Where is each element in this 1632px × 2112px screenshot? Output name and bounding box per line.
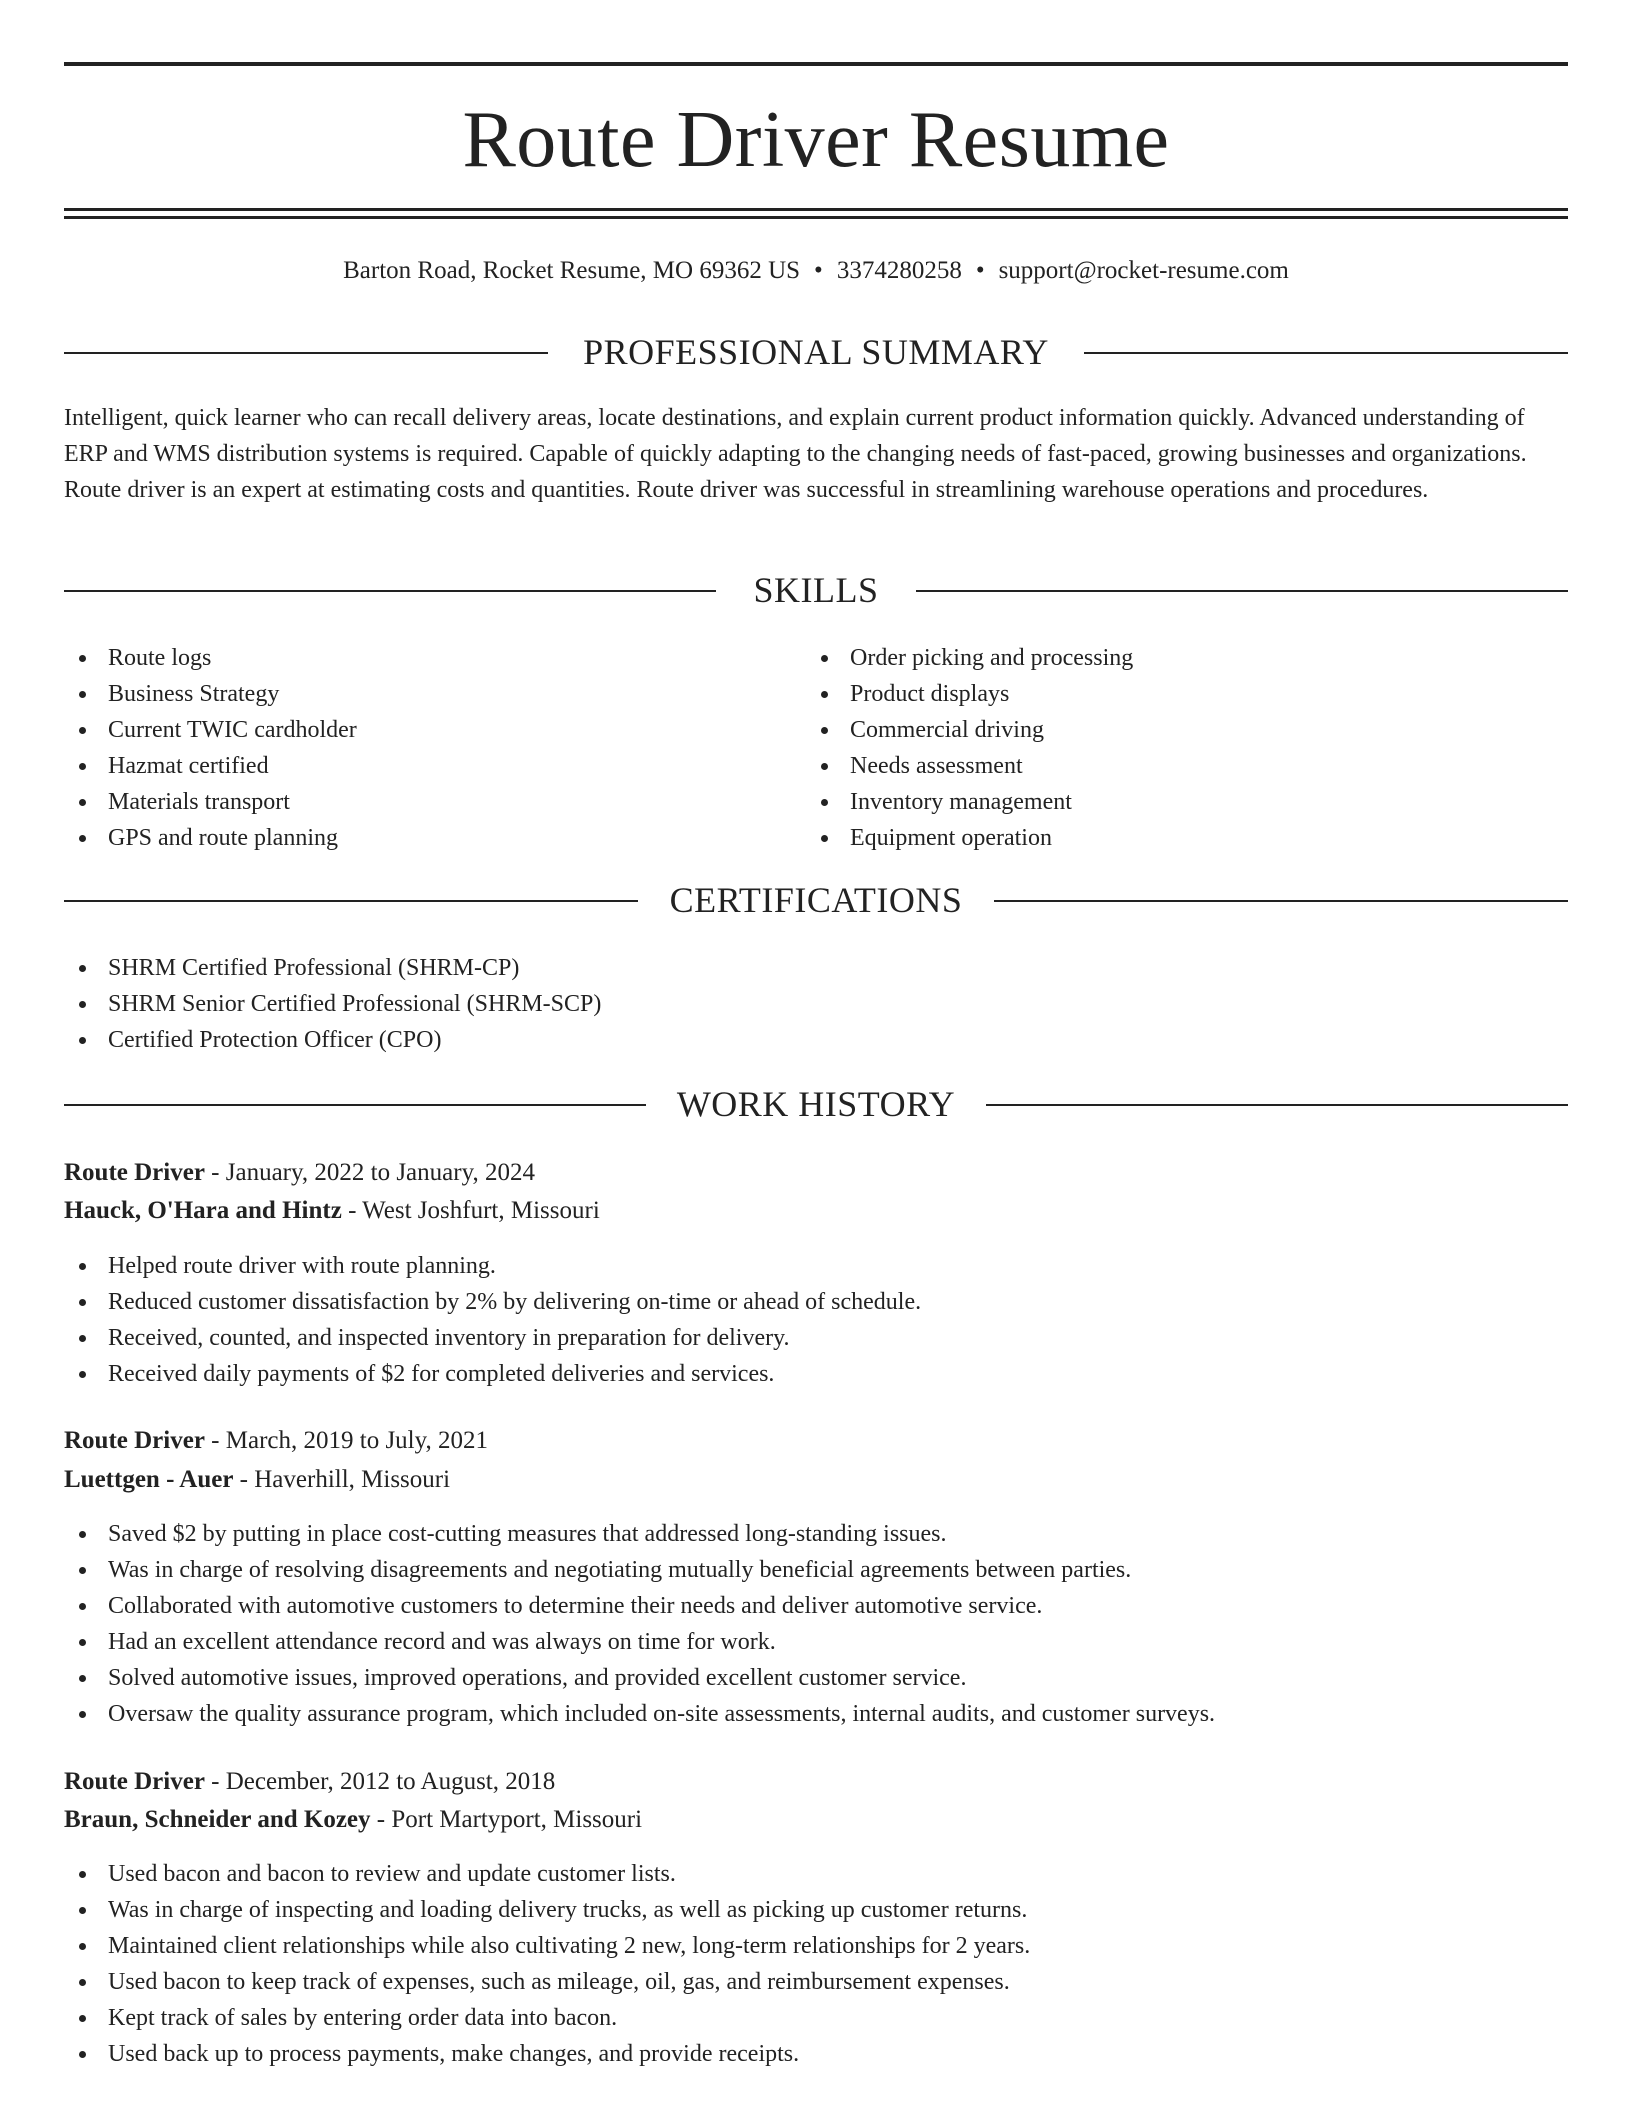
job-dates: - January, 2022 to January, 2024 (204, 1159, 535, 1186)
skills-list-left (64, 640, 764, 856)
job-company-line (64, 1193, 600, 1229)
list-item: Helped route driver with route planning. (64, 1248, 1564, 1284)
job-company-line (64, 1462, 450, 1498)
skills-heading-label: SKILLS (753, 570, 879, 610)
summary-text: Intelligent, quick learner who can recall delivery areas, locate destinations, and explain current product information quickly. Advanced understanding of ERP and WMS distribution systems is required. Capable of quickly adapting to the changing needs of fast-paced, growing businesses and organizations. Route driver is an expert at estimating costs and quantities. Route driver was successful in streamlining warehouse operations and procedures. (64, 405, 1527, 503)
skills-list-right (806, 640, 1506, 856)
separator: • (975, 257, 985, 284)
list-item: Route logs (64, 640, 764, 676)
job-dates: - March, 2019 to July, 2021 (204, 1427, 488, 1454)
list-item: SHRM Senior Certified Professional (SHRM-SCP) (64, 986, 1064, 1022)
job-title: Route Driver (64, 1768, 205, 1795)
job-company: Braun, Schneider and Kozey (64, 1806, 371, 1833)
certifications-heading (64, 878, 1568, 922)
job-company: Luettgen - Auer (64, 1466, 234, 1493)
job-title: Route Driver (64, 1427, 205, 1454)
summary-heading-label: PROFESSIONAL SUMMARY (583, 332, 1049, 372)
job-dates: - December, 2012 to August, 2018 (204, 1768, 556, 1795)
list-item: Collaborated with automotive customers to determine their needs and deliver automotive service. (64, 1588, 1564, 1624)
list-item: Equipment operation (806, 820, 1506, 856)
address: Barton Road, Rocket Resume, MO 69362 US (343, 257, 801, 284)
list-item: Maintained client relationships while also cultivating 2 new, long-term relationships for 2 years. (64, 1928, 1564, 1964)
contact-line (64, 254, 1568, 288)
list-item: Business Strategy (64, 676, 764, 712)
list-item: Inventory management (806, 784, 1506, 820)
list-item: Received, counted, and inspected inventory in preparation for delivery. (64, 1320, 1564, 1356)
job-bullets (64, 1248, 1564, 1392)
list-item: Oversaw the quality assurance program, which included on-site assessments, internal audits, and customer surveys. (64, 1696, 1564, 1732)
list-item: Commercial driving (806, 712, 1506, 748)
list-item: Reduced customer dissatisfaction by 2% by delivering on-time or ahead of schedule. (64, 1284, 1564, 1320)
job-location: - West Joshfurt, Missouri (341, 1197, 600, 1224)
job-company: Hauck, O'Hara and Hintz (64, 1197, 342, 1224)
list-item: Order picking and processing (806, 640, 1506, 676)
job-title: Route Driver (64, 1159, 205, 1186)
job-bullets (64, 1856, 1564, 2072)
certifications-list (64, 950, 1064, 1058)
list-item: Needs assessment (806, 748, 1506, 784)
job-location: - Port Martyport, Missouri (370, 1806, 643, 1833)
work-history-heading (64, 1082, 1568, 1126)
list-item: Kept track of sales by entering order data into bacon. (64, 2000, 1564, 2036)
top-rule (64, 62, 1568, 66)
list-item: Hazmat certified (64, 748, 764, 784)
list-item: Current TWIC cardholder (64, 712, 764, 748)
list-item: Product displays (806, 676, 1506, 712)
list-item: SHRM Certified Professional (SHRM-CP) (64, 950, 1064, 986)
job-bullets (64, 1516, 1564, 1732)
list-item: Materials transport (64, 784, 764, 820)
separator: • (814, 257, 823, 284)
job-title-line (64, 1423, 488, 1459)
certifications-heading-label: CERTIFICATIONS (669, 880, 963, 920)
list-item: Solved automotive issues, improved operations, and provided excellent customer service. (64, 1660, 1564, 1696)
list-item: Received daily payments of $2 for completed deliveries and services. (64, 1356, 1564, 1392)
email: support@rocket-resume.com (998, 257, 1289, 284)
skills-heading (64, 568, 1568, 612)
list-item: Used bacon and bacon to review and update customer lists. (64, 1856, 1564, 1892)
list-item: Saved $2 by putting in place cost-cutting measures that addressed long-standing issues. (64, 1516, 1564, 1552)
phone: 3374280258 (836, 257, 962, 284)
list-item: GPS and route planning (64, 820, 764, 856)
summary-heading (64, 330, 1568, 374)
page-title: Route Driver Resume (462, 96, 1170, 184)
list-item: Was in charge of inspecting and loading delivery trucks, as well as picking up customer returns. (64, 1892, 1564, 1928)
list-item: Used back up to process payments, make changes, and provide receipts. (64, 2036, 1564, 2072)
list-item: Was in charge of resolving disagreements and negotiating mutually beneficial agreements between parties. (64, 1552, 1564, 1588)
job-location: - Haverhill, Missouri (233, 1466, 451, 1493)
job-title-line (64, 1155, 535, 1191)
double-rule (64, 208, 1568, 220)
list-item: Used bacon to keep track of expenses, such as mileage, oil, gas, and reimbursement expenses. (64, 1964, 1564, 2000)
work-history-heading-label: WORK HISTORY (676, 1084, 956, 1124)
job-company-line (64, 1802, 642, 1838)
list-item: Had an excellent attendance record and was always on time for work. (64, 1624, 1564, 1660)
job-title-line (64, 1764, 555, 1800)
list-item: Certified Protection Officer (CPO) (64, 1022, 1064, 1058)
